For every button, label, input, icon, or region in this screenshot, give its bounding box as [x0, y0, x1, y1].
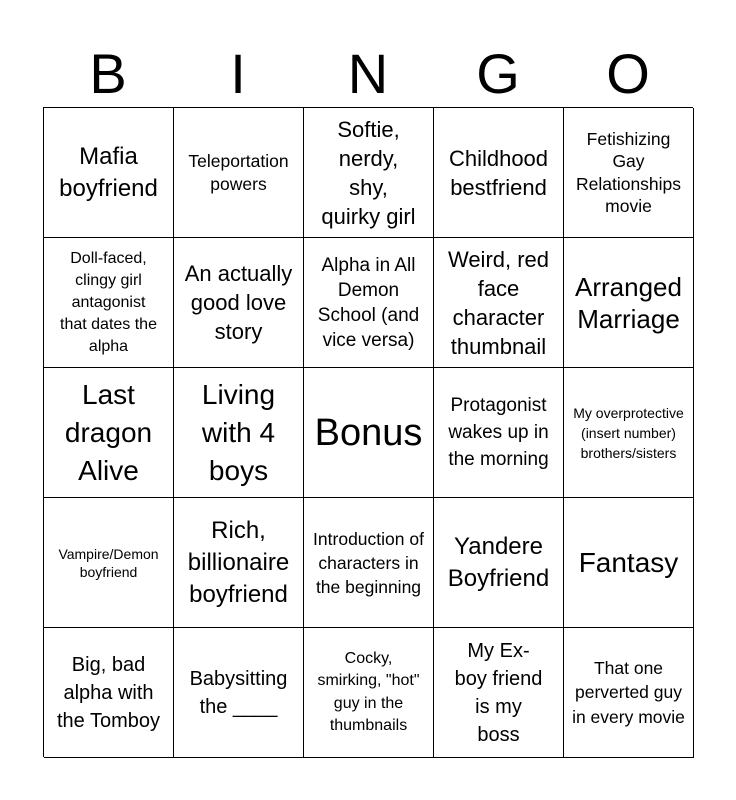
cell-text: Childhood bestfriend: [448, 145, 549, 200]
bingo-cell[interactable]: [564, 108, 694, 238]
bingo-cell[interactable]: [564, 628, 694, 758]
header-letter-g: G: [476, 42, 520, 105]
bingo-cell[interactable]: [434, 628, 564, 758]
cell-text: Vampire/Demon boyfriend: [58, 545, 159, 580]
cell-text: My Ex-boy friend is my boss: [454, 639, 543, 746]
cell-text: Protagonist wakes up in the morning: [448, 395, 549, 470]
cell-text: Doll-faced, clingy girl antagonist that dates the alpha: [60, 249, 157, 355]
cell-text: Bonus: [314, 411, 423, 454]
header-letter-b: B: [89, 42, 127, 105]
bingo-cell[interactable]: [44, 498, 174, 628]
bingo-cell[interactable]: [564, 238, 694, 368]
cell-text: Last dragon Alive: [64, 378, 153, 486]
cell-text: Fetishizing Gay Relationships movie: [575, 128, 682, 216]
bingo-cell[interactable]: [434, 238, 564, 368]
cell-text: Living with 4 boys: [201, 378, 276, 486]
free-space-cell[interactable]: [304, 368, 434, 498]
header-letter-o: O: [606, 42, 650, 105]
bingo-cell[interactable]: [174, 108, 304, 238]
bingo-cell[interactable]: [174, 238, 304, 368]
bingo-cell[interactable]: [564, 368, 694, 498]
bingo-cell[interactable]: [304, 108, 434, 238]
cell-text: Arranged Marriage: [575, 271, 682, 334]
bingo-cell[interactable]: [44, 108, 174, 238]
cell-text: Teleportation powers: [188, 151, 289, 194]
bingo-header: [43, 40, 693, 108]
bingo-cell[interactable]: [44, 238, 174, 368]
bingo-cell[interactable]: [174, 628, 304, 758]
bingo-cell[interactable]: [44, 368, 174, 498]
header-letter-n: N: [347, 42, 389, 105]
cell-text: Weird, red face character thumbnail: [447, 246, 550, 359]
cell-text: My overprotective (insert number) brothers/sisters: [573, 404, 684, 461]
cell-text: Alpha in All Demon School (and vice versa): [317, 254, 420, 351]
cell-text: Rich, billionaire boyfriend: [187, 516, 290, 608]
cell-text: Mafia boyfriend: [59, 142, 158, 202]
bingo-cell[interactable]: [434, 498, 564, 628]
bingo-cell[interactable]: [304, 498, 434, 628]
cell-text: Babysitting the ____: [189, 667, 288, 718]
bingo-cell[interactable]: [564, 498, 694, 628]
cell-text: Fantasy: [578, 546, 679, 578]
cell-text: Cocky, smirking, "hot" guy in the thumbnails: [317, 649, 420, 734]
cell-text: Softie, nerdy, shy, quirky girl: [321, 116, 416, 229]
bingo-cell[interactable]: [304, 628, 434, 758]
cell-text: Yandere Boyfriend: [447, 532, 550, 592]
cell-text: An actually good love story: [184, 261, 293, 344]
bingo-cell[interactable]: [304, 238, 434, 368]
bingo-cell[interactable]: [174, 368, 304, 498]
header-letter-i: I: [230, 42, 246, 105]
bingo-grid: [43, 107, 693, 757]
bingo-cell[interactable]: [434, 368, 564, 498]
bingo-cell[interactable]: [434, 108, 564, 238]
cell-text: Introduction of characters in the beginning: [313, 528, 424, 597]
bingo-cell[interactable]: [44, 628, 174, 758]
cell-text: Big, bad alpha with the Tomboy: [56, 653, 161, 732]
cell-text: That one perverted guy in every movie: [572, 657, 685, 727]
bingo-cell[interactable]: [174, 498, 304, 628]
